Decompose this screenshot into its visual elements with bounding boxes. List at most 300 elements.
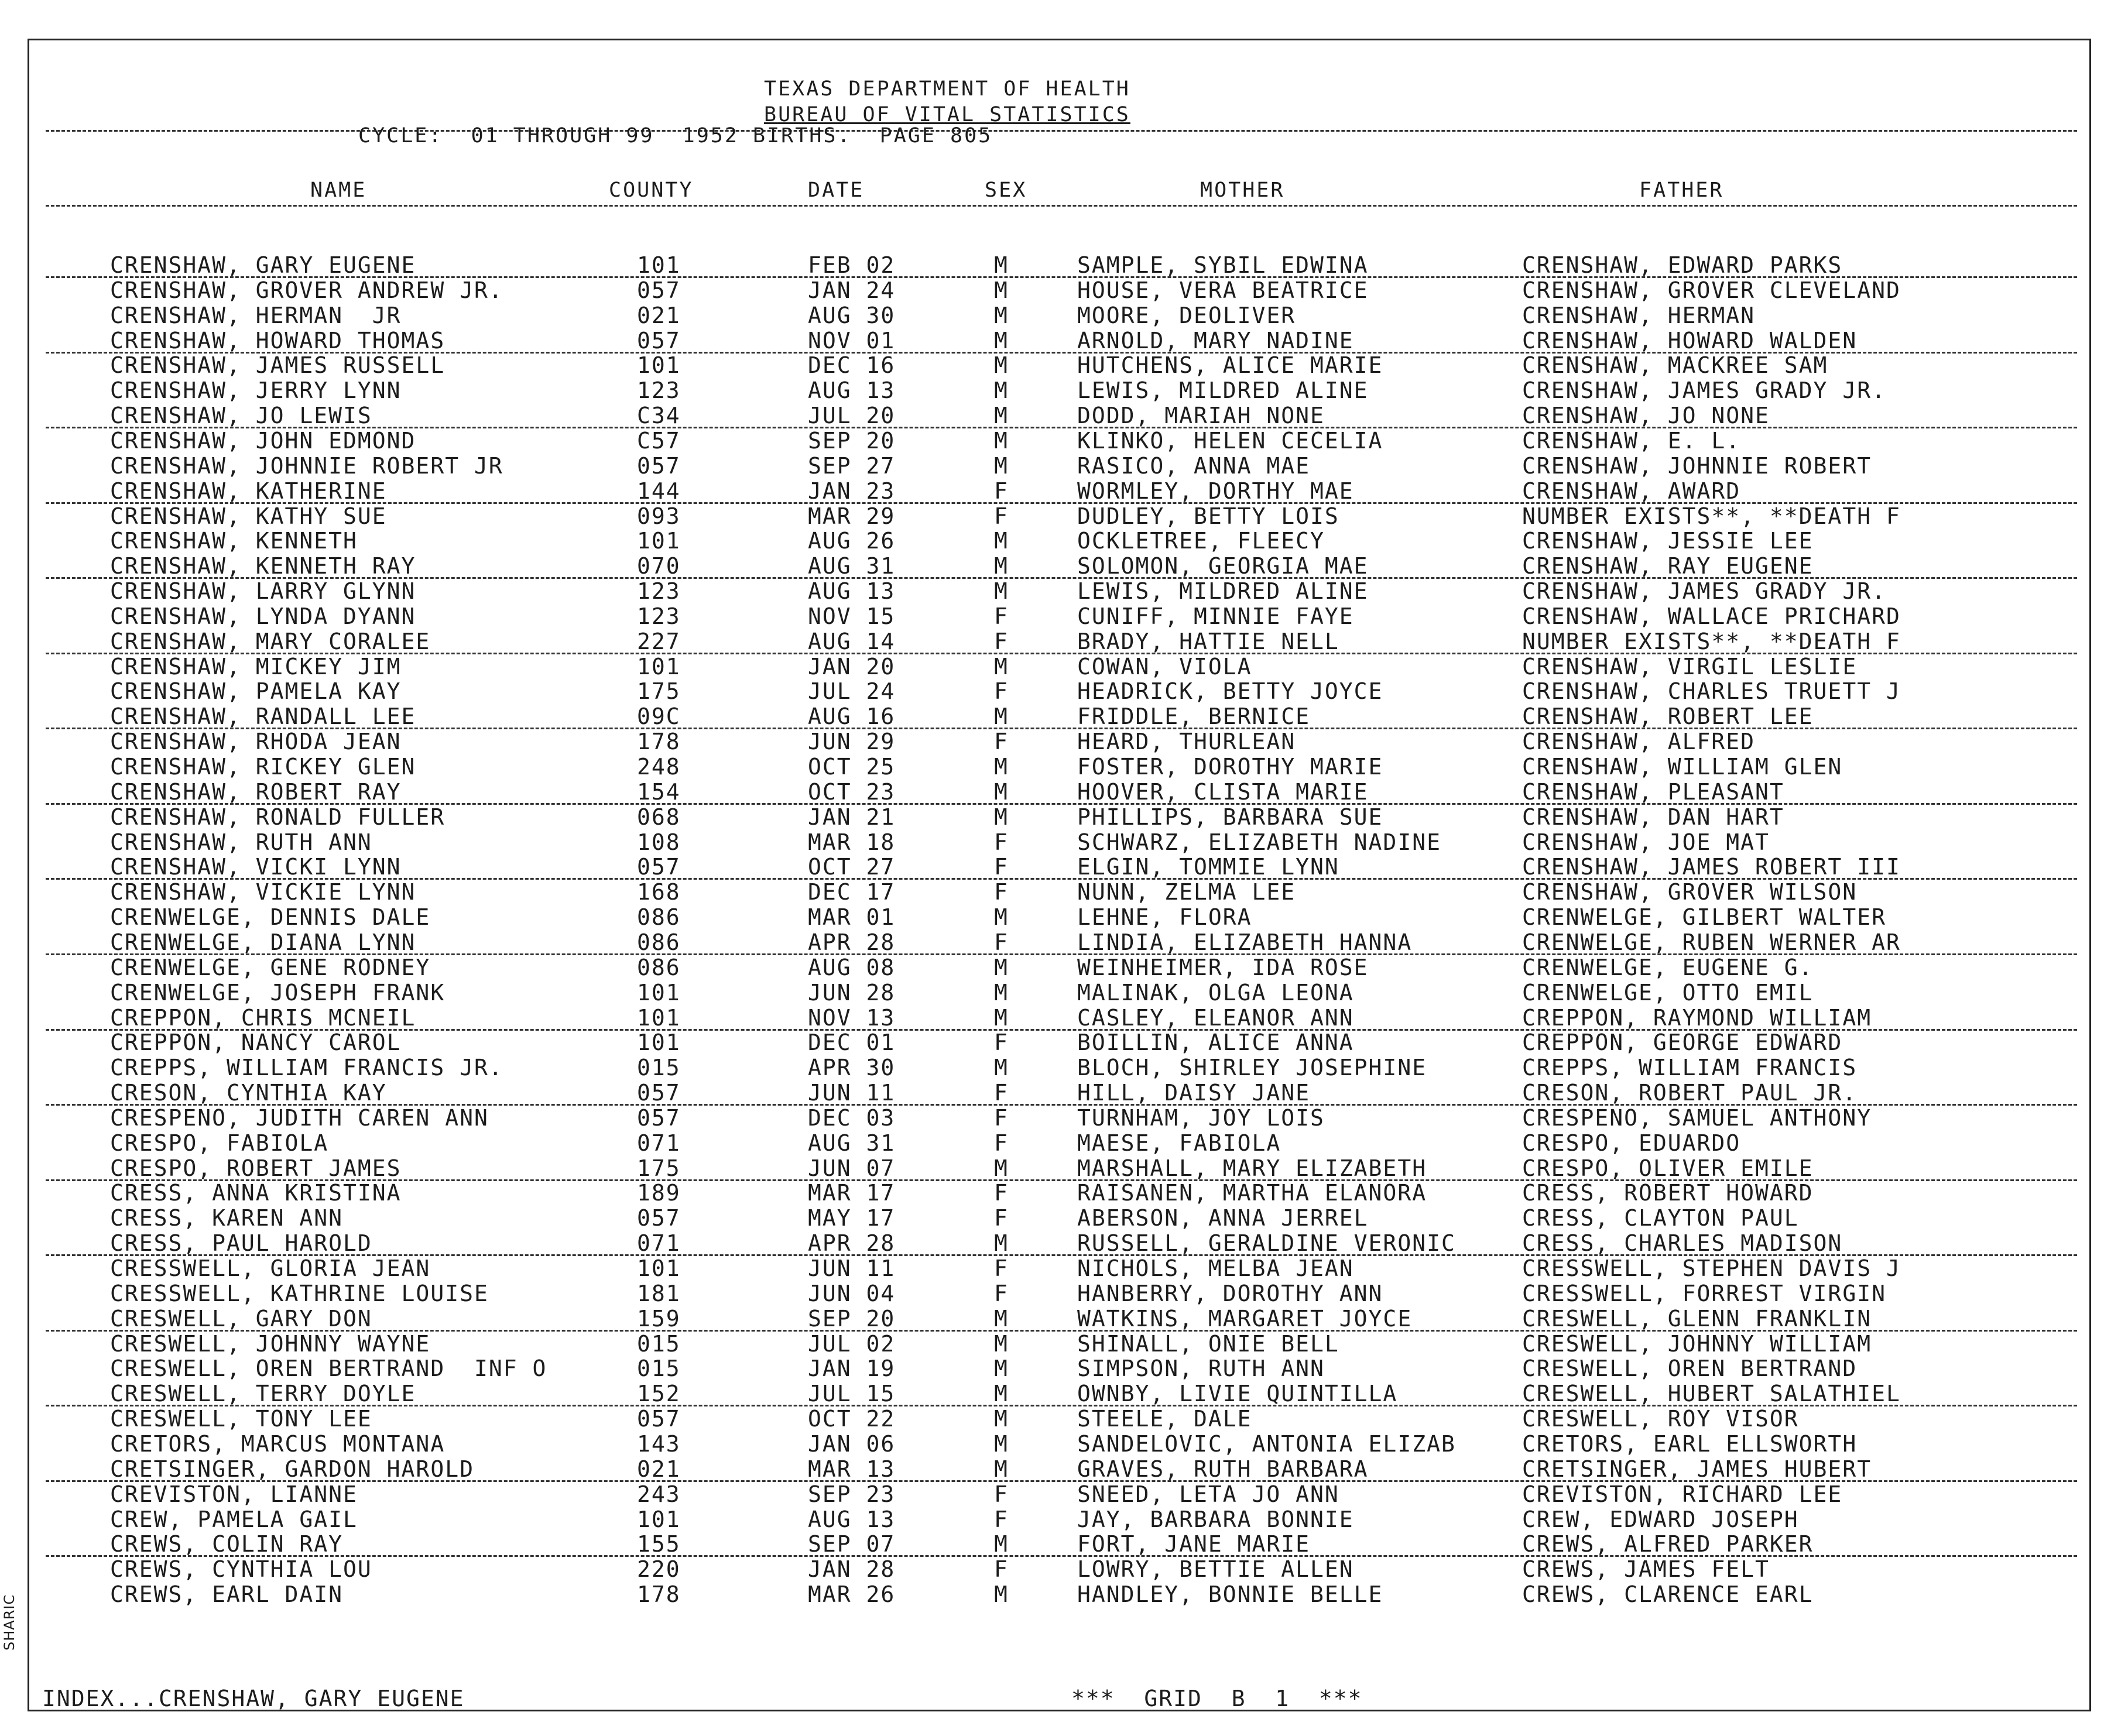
cell-county: 227 <box>637 628 681 654</box>
table-row <box>0 1406 2128 1431</box>
cell-mother: OCKLETREE, FLEECY <box>1077 528 1325 554</box>
cell-mother: NUNN, ZELMA LEE <box>1077 879 1296 905</box>
cell-sex: F <box>994 1556 1009 1583</box>
table-row <box>0 654 2128 679</box>
cell-father: CRENSHAW, JESSIE LEE <box>1522 528 1814 554</box>
cell-county: 086 <box>637 904 681 931</box>
header-org: TEXAS DEPARTMENT OF HEALTH <box>764 77 1130 101</box>
cell-date: JUN 07 <box>808 1155 896 1181</box>
cell-father: CRENSHAW, HERMAN <box>1522 302 1756 328</box>
cell-date: JUL 20 <box>808 403 896 429</box>
cell-date: MAR 29 <box>808 503 896 529</box>
cell-father: CRENSHAW, DAN HART <box>1522 804 1784 830</box>
cell-name: CRESWELL, JOHNNY WAYNE <box>110 1330 431 1357</box>
cell-county: 071 <box>637 1130 681 1156</box>
cell-sex: F <box>994 603 1009 629</box>
cell-mother: HOUSE, VERA BEATRICE <box>1077 277 1369 303</box>
cell-father: CRESWELL, ROY VISOR <box>1522 1406 1799 1432</box>
cell-county: C34 <box>637 403 681 429</box>
cell-date: AUG 13 <box>808 378 896 404</box>
cell-father: CREVISTON, RICHARD LEE <box>1522 1481 1843 1507</box>
cell-name: CRENSHAW, GARY EUGENE <box>110 252 416 278</box>
cell-father: CREPPON, RAYMOND WILLIAM <box>1522 1004 1872 1031</box>
cell-mother: GRAVES, RUTH BARBARA <box>1077 1456 1369 1482</box>
cell-father: CRESWELL, JOHNNY WILLIAM <box>1522 1330 1872 1357</box>
table-row <box>0 780 2128 804</box>
cell-father: CRENSHAW, EDWARD PARKS <box>1522 252 1843 278</box>
cell-date: AUG 31 <box>808 1130 896 1156</box>
cell-sex: F <box>994 729 1009 755</box>
table-row <box>0 378 2128 403</box>
cell-county: 101 <box>637 653 681 680</box>
cell-name: CRESS, ANNA KRISTINA <box>110 1180 402 1206</box>
cell-date: SEP 23 <box>808 1481 896 1507</box>
cell-name: CRENSHAW, ROBERT RAY <box>110 778 402 805</box>
cell-sex: M <box>994 1330 1009 1357</box>
table-row <box>0 554 2128 578</box>
cell-name: CRENSHAW, JERRY LYNN <box>110 378 402 404</box>
table-row <box>0 1457 2128 1481</box>
cell-date: DEC 17 <box>808 879 896 905</box>
cell-sex: F <box>994 1080 1009 1106</box>
cell-county: 057 <box>637 1080 681 1106</box>
cell-sex: M <box>994 553 1009 579</box>
cell-father: CRESSWELL, FORREST VIRGIN <box>1522 1280 1886 1306</box>
cell-mother: LEWIS, MILDRED ALINE <box>1077 378 1369 404</box>
cell-date: JUL 24 <box>808 678 896 705</box>
cell-mother: ARNOLD, MARY NADINE <box>1077 327 1354 354</box>
cell-county: 101 <box>637 979 681 1006</box>
cell-date: SEP 20 <box>808 427 896 454</box>
table-row <box>0 303 2128 328</box>
cell-date: MAR 18 <box>808 829 896 855</box>
cell-date: AUG 30 <box>808 302 896 328</box>
cell-sex: F <box>994 503 1009 529</box>
cell-sex: F <box>994 1180 1009 1206</box>
cell-date: JAN 23 <box>808 478 896 504</box>
cell-father: CRENSHAW, JO NONE <box>1522 403 1770 429</box>
cell-mother: LOWRY, BETTIE ALLEN <box>1077 1556 1354 1583</box>
cell-father: CRESWELL, HUBERT SALATHIEL <box>1522 1381 1901 1407</box>
cell-sex: F <box>994 1506 1009 1532</box>
cell-mother: PHILLIPS, BARBARA SUE <box>1077 804 1383 830</box>
table-row <box>0 454 2128 478</box>
cell-mother: WORMLEY, DORTHY MAE <box>1077 478 1354 504</box>
cell-mother: FORT, JANE MARIE <box>1077 1531 1311 1557</box>
cell-date: JAN 20 <box>808 653 896 680</box>
cell-date: MAR 26 <box>808 1581 896 1608</box>
table-row <box>0 679 2128 704</box>
cell-county: 101 <box>637 1030 681 1056</box>
cell-name: CRESON, CYNTHIA KAY <box>110 1080 387 1106</box>
cell-mother: FOSTER, DOROTHY MARIE <box>1077 754 1383 780</box>
table-row <box>0 880 2128 904</box>
cell-sex: F <box>994 1280 1009 1306</box>
cell-name: CRENWELGE, DENNIS DALE <box>110 904 431 931</box>
cell-date: APR 28 <box>808 929 896 955</box>
cell-sex: M <box>994 378 1009 404</box>
cell-father: CRESSWELL, STEPHEN DAVIS J <box>1522 1255 1901 1281</box>
cell-father: CREWS, JAMES FELT <box>1522 1556 1770 1583</box>
cell-date: APR 28 <box>808 1230 896 1257</box>
table-row <box>0 1181 2128 1205</box>
cell-county: 101 <box>637 352 681 379</box>
cell-date: JAN 28 <box>808 1556 896 1583</box>
table-row <box>0 328 2128 353</box>
cell-sex: F <box>994 1030 1009 1056</box>
cell-sex: M <box>994 704 1009 730</box>
col-header-county: COUNTY <box>609 179 694 202</box>
cell-name: CRENSHAW, RICKEY GLEN <box>110 754 416 780</box>
cell-father: CREPPS, WILLIAM FRANCIS <box>1522 1055 1858 1081</box>
cell-name: CRENSHAW, LYNDA DYANN <box>110 603 416 629</box>
col-header-date: DATE <box>808 179 865 202</box>
cell-father: CRENSHAW, ALFRED <box>1522 729 1756 755</box>
cell-sex: M <box>994 1406 1009 1432</box>
cell-county: 057 <box>637 1406 681 1432</box>
col-header-father: FATHER <box>1639 179 1724 202</box>
header-rule-bottom <box>46 205 2077 207</box>
cell-sex: F <box>994 854 1009 880</box>
cell-father: CRENSHAW, GROVER WILSON <box>1522 879 1858 905</box>
cell-county: 068 <box>637 804 681 830</box>
cell-name: CREWS, COLIN RAY <box>110 1531 344 1557</box>
cell-date: SEP 20 <box>808 1305 896 1332</box>
cell-county: 220 <box>637 1556 681 1583</box>
cell-county: 108 <box>637 829 681 855</box>
cell-sex: F <box>994 678 1009 705</box>
cell-sex: M <box>994 1230 1009 1257</box>
cell-date: AUG 14 <box>808 628 896 654</box>
cell-mother: DUDLEY, BETTY LOIS <box>1077 503 1339 529</box>
cell-date: MAY 17 <box>808 1205 896 1231</box>
cell-sex: M <box>994 1004 1009 1031</box>
cell-date: DEC 01 <box>808 1030 896 1056</box>
cell-county: 021 <box>637 302 681 328</box>
table-row <box>0 1356 2128 1381</box>
cell-sex: F <box>994 1205 1009 1231</box>
table-row <box>0 1306 2128 1331</box>
col-header-sex: SEX <box>985 179 1027 202</box>
cell-mother: KLINKO, HELEN CECELIA <box>1077 427 1383 454</box>
header-bureau: BUREAU OF VITAL STATISTICS <box>764 103 1130 126</box>
cell-county: 178 <box>637 1581 681 1608</box>
cell-name: CREVISTON, LIANNE <box>110 1481 358 1507</box>
cell-father: CRENSHAW, JOHNNIE ROBERT <box>1522 452 1872 479</box>
cell-county: 178 <box>637 729 681 755</box>
cell-date: MAR 17 <box>808 1180 896 1206</box>
cell-name: CRENSHAW, VICKI LYNN <box>110 854 402 880</box>
cell-name: CRENSHAW, JO LEWIS <box>110 403 372 429</box>
cell-date: APR 30 <box>808 1055 896 1081</box>
table-row <box>0 754 2128 779</box>
cell-sex: M <box>994 1531 1009 1557</box>
cell-name: CRENSHAW, RUTH ANN <box>110 829 372 855</box>
cell-father: CRENSHAW, MACKREE SAM <box>1522 352 1828 379</box>
cell-mother: OWNBY, LIVIE QUINTILLA <box>1077 1381 1398 1407</box>
cell-sex: M <box>994 754 1009 780</box>
cell-sex: F <box>994 929 1009 955</box>
cell-date: FEB 02 <box>808 252 896 278</box>
table-row <box>0 704 2128 729</box>
cell-mother: RAISANEN, MARTHA ELANORA <box>1077 1180 1427 1206</box>
cell-name: CRENSHAW, KENNETH RAY <box>110 553 416 579</box>
cell-sex: M <box>994 528 1009 554</box>
cell-county: 101 <box>637 252 681 278</box>
cell-county: 123 <box>637 578 681 605</box>
cell-father: CRESPO, EDUARDO <box>1522 1130 1741 1156</box>
cell-county: 189 <box>637 1180 681 1206</box>
cell-father: CRENSHAW, GROVER CLEVELAND <box>1522 277 1901 303</box>
cell-name: CRESWELL, TONY LEE <box>110 1406 372 1432</box>
cell-county: 057 <box>637 452 681 479</box>
cell-father: CRENSHAW, ROBERT LEE <box>1522 704 1814 730</box>
cell-date: AUG 26 <box>808 528 896 554</box>
table-row <box>0 479 2128 503</box>
cell-date: DEC 03 <box>808 1104 896 1131</box>
cell-date: JUN 04 <box>808 1280 896 1306</box>
cell-name: CRESWELL, OREN BERTRAND INF O <box>110 1356 547 1382</box>
cell-mother: JAY, BARBARA BONNIE <box>1077 1506 1354 1532</box>
cell-father: CRESWELL, GLENN FRANKLIN <box>1522 1305 1872 1332</box>
table-row <box>0 1482 2128 1507</box>
table-row <box>0 1507 2128 1532</box>
cell-county: 015 <box>637 1055 681 1081</box>
table-row <box>0 955 2128 980</box>
cell-father: CRENSHAW, E. L. <box>1522 427 1741 454</box>
cell-sex: M <box>994 904 1009 931</box>
cell-name: CRESPO, ROBERT JAMES <box>110 1155 402 1181</box>
table-row <box>0 629 2128 654</box>
cell-sex: M <box>994 302 1009 328</box>
table-row <box>0 1156 2128 1181</box>
table-row <box>0 1256 2128 1281</box>
cell-mother: MOORE, DEOLIVER <box>1077 302 1296 328</box>
cell-sex: M <box>994 1456 1009 1482</box>
cell-mother: SANDELOVIC, ANTONIA ELIZAB <box>1077 1430 1456 1457</box>
cell-date: OCT 27 <box>808 854 896 880</box>
cell-name: CRENWELGE, JOSEPH FRANK <box>110 979 446 1006</box>
table-row <box>0 1131 2128 1155</box>
table-row <box>0 278 2128 303</box>
cell-sex: F <box>994 478 1009 504</box>
cell-date: JUN 11 <box>808 1255 896 1281</box>
cell-sex: F <box>994 1481 1009 1507</box>
cell-father: CREWS, CLARENCE EARL <box>1522 1581 1814 1608</box>
cell-county: 143 <box>637 1430 681 1457</box>
cell-date: AUG 08 <box>808 954 896 980</box>
cell-father: CREWS, ALFRED PARKER <box>1522 1531 1814 1557</box>
cell-mother: COWAN, VIOLA <box>1077 653 1252 680</box>
cell-name: CRENSHAW, PAMELA KAY <box>110 678 402 705</box>
cell-father: CRENSHAW, WALLACE PRICHARD <box>1522 603 1901 629</box>
cell-name: CRESPO, FABIOLA <box>110 1130 329 1156</box>
footer-grid: *** GRID B 1 *** <box>1071 1686 1363 1711</box>
cell-mother: TURNHAM, JOY LOIS <box>1077 1104 1325 1131</box>
cell-mother: CASLEY, ELEANOR ANN <box>1077 1004 1354 1031</box>
cell-county: 144 <box>637 478 681 504</box>
cell-date: MAR 13 <box>808 1456 896 1482</box>
table-row <box>0 855 2128 879</box>
cell-date: JAN 21 <box>808 804 896 830</box>
cell-name: CREPPS, WILLIAM FRANCIS JR. <box>110 1055 503 1081</box>
cell-date: NOV 13 <box>808 1004 896 1031</box>
cell-sex: F <box>994 628 1009 654</box>
cell-mother: FRIDDLE, BERNICE <box>1077 704 1311 730</box>
cell-name: CRESWELL, TERRY DOYLE <box>110 1381 416 1407</box>
cell-county: 086 <box>637 954 681 980</box>
cell-name: CRENSHAW, RHODA JEAN <box>110 729 402 755</box>
cell-father: CRENWELGE, EUGENE G. <box>1522 954 1814 980</box>
cell-mother: NICHOLS, MELBA JEAN <box>1077 1255 1354 1281</box>
table-row <box>0 504 2128 529</box>
table-row <box>0 1432 2128 1456</box>
table-row <box>0 253 2128 277</box>
cell-county: 154 <box>637 778 681 805</box>
cell-mother: CUNIFF, MINNIE FAYE <box>1077 603 1354 629</box>
table-row <box>0 1557 2128 1581</box>
cell-sex: M <box>994 954 1009 980</box>
cell-sex: F <box>994 1104 1009 1131</box>
cell-county: 057 <box>637 277 681 303</box>
cell-mother: BLOCH, SHIRLEY JOSEPHINE <box>1077 1055 1427 1081</box>
cell-mother: MALINAK, OLGA LEONA <box>1077 979 1354 1006</box>
cell-name: CRESWELL, GARY DON <box>110 1305 372 1332</box>
cell-name: CRESSWELL, GLORIA JEAN <box>110 1255 431 1281</box>
cell-father: CREPPON, GEORGE EDWARD <box>1522 1030 1843 1056</box>
cell-mother: ELGIN, TOMMIE LYNN <box>1077 854 1339 880</box>
cell-sex: M <box>994 1055 1009 1081</box>
cell-name: CRENSHAW, JOHNNIE ROBERT JR <box>110 452 503 479</box>
cell-mother: BRADY, HATTIE NELL <box>1077 628 1339 654</box>
cell-name: CRESSWELL, KATHRINE LOUISE <box>110 1280 489 1306</box>
cell-sex: M <box>994 1581 1009 1608</box>
table-row <box>0 1106 2128 1130</box>
cell-county: C57 <box>637 427 681 454</box>
table-row <box>0 1080 2128 1105</box>
cell-sex: F <box>994 1130 1009 1156</box>
table-row <box>0 830 2128 855</box>
cell-date: JAN 24 <box>808 277 896 303</box>
cell-county: 175 <box>637 678 681 705</box>
cell-date: DEC 16 <box>808 352 896 379</box>
cell-mother: SCHWARZ, ELIZABETH NADINE <box>1077 829 1441 855</box>
table-row <box>0 930 2128 955</box>
cell-mother: HILL, DAISY JANE <box>1077 1080 1311 1106</box>
col-header-mother: MOTHER <box>1200 179 1285 202</box>
cell-name: CRETSINGER, GARDON HAROLD <box>110 1456 474 1482</box>
cell-father: CRENWELGE, OTTO EMIL <box>1522 979 1814 1006</box>
cell-name: CRENWELGE, DIANA LYNN <box>110 929 416 955</box>
table-row <box>0 403 2128 428</box>
cell-date: AUG 16 <box>808 704 896 730</box>
cell-father: CRENSHAW, RAY EUGENE <box>1522 553 1814 579</box>
table-row <box>0 1281 2128 1306</box>
cell-mother: STEELE, DALE <box>1077 1406 1252 1432</box>
cell-name: CRENSHAW, VICKIE LYNN <box>110 879 416 905</box>
cell-mother: RASICO, ANNA MAE <box>1077 452 1311 479</box>
cell-county: 248 <box>637 754 681 780</box>
cell-county: 175 <box>637 1155 681 1181</box>
cell-name: CRENSHAW, GROVER ANDREW JR. <box>110 277 503 303</box>
cell-name: CRENSHAW, RANDALL LEE <box>110 704 416 730</box>
cell-date: JUL 02 <box>808 1330 896 1357</box>
cell-county: 159 <box>637 1305 681 1332</box>
cell-name: CRENSHAW, HERMAN JR <box>110 302 402 328</box>
header-cycle: CYCLE: 01 THROUGH 99 1952 BIRTHS. PAGE 805 <box>358 124 993 147</box>
cell-county: 015 <box>637 1330 681 1357</box>
cell-mother: LEWIS, MILDRED ALINE <box>1077 578 1369 605</box>
cell-name: CRESPENO, JUDITH CAREN ANN <box>110 1104 489 1131</box>
cell-mother: DODD, MARIAH NONE <box>1077 403 1325 429</box>
cell-sex: M <box>994 804 1009 830</box>
cell-father: CRENSHAW, JAMES GRADY JR. <box>1522 578 1886 605</box>
cell-sex: M <box>994 352 1009 379</box>
cell-father: CRENSHAW, PLEASANT <box>1522 778 1784 805</box>
table-row <box>0 805 2128 829</box>
cell-county: 152 <box>637 1381 681 1407</box>
cell-father: CRENSHAW, JAMES ROBERT III <box>1522 854 1901 880</box>
cell-county: 101 <box>637 1506 681 1532</box>
cell-sex: F <box>994 829 1009 855</box>
cell-sex: M <box>994 403 1009 429</box>
cell-father: CRENSHAW, JAMES GRADY JR. <box>1522 378 1886 404</box>
table-row <box>0 1006 2128 1030</box>
table-row <box>0 1030 2128 1055</box>
cell-father: CRESWELL, OREN BERTRAND <box>1522 1356 1858 1382</box>
cell-mother: HOOVER, CLISTA MARIE <box>1077 778 1369 805</box>
table-row <box>0 353 2128 378</box>
cell-county: 101 <box>637 1255 681 1281</box>
cell-mother: ABERSON, ANNA JERREL <box>1077 1205 1369 1231</box>
cell-county: 086 <box>637 929 681 955</box>
cell-county: 071 <box>637 1230 681 1257</box>
cell-date: AUG 31 <box>808 553 896 579</box>
cell-father: CRETSINGER, JAMES HUBERT <box>1522 1456 1872 1482</box>
cell-name: CRENSHAW, RONALD FULLER <box>110 804 446 830</box>
cell-mother: SNEED, LETA JO ANN <box>1077 1481 1339 1507</box>
table-row <box>0 579 2128 603</box>
cell-date: NOV 15 <box>808 603 896 629</box>
table-row <box>0 729 2128 754</box>
table-row <box>0 1381 2128 1406</box>
cell-father: CRENWELGE, GILBERT WALTER <box>1522 904 1886 931</box>
cell-mother: MAESE, FABIOLA <box>1077 1130 1281 1156</box>
cell-name: CREW, PAMELA GAIL <box>110 1506 358 1532</box>
cell-father: CRESON, ROBERT PAUL JR. <box>1522 1080 1858 1106</box>
cell-date: AUG 13 <box>808 578 896 605</box>
cell-date: NOV 01 <box>808 327 896 354</box>
cell-name: CREWS, EARL DAIN <box>110 1581 344 1608</box>
cell-date: AUG 13 <box>808 1506 896 1532</box>
cell-county: 101 <box>637 1004 681 1031</box>
cell-sex: M <box>994 1305 1009 1332</box>
cell-county: 123 <box>637 378 681 404</box>
cell-date: JUL 15 <box>808 1381 896 1407</box>
cell-date: JUN 28 <box>808 979 896 1006</box>
cell-mother: SAMPLE, SYBIL EDWINA <box>1077 252 1369 278</box>
table-row <box>0 905 2128 929</box>
col-header-name: NAME <box>310 179 367 202</box>
cell-sex: M <box>994 277 1009 303</box>
cell-name: CRENSHAW, KATHERINE <box>110 478 387 504</box>
cell-mother: SOLOMON, GEORGIA MAE <box>1077 553 1369 579</box>
cell-mother: RUSSELL, GERALDINE VERONIC <box>1077 1230 1456 1257</box>
table-row <box>0 980 2128 1005</box>
cell-mother: HANDLEY, BONNIE BELLE <box>1077 1581 1383 1608</box>
cell-father: CRENSHAW, JOE MAT <box>1522 829 1770 855</box>
cell-sex: M <box>994 452 1009 479</box>
